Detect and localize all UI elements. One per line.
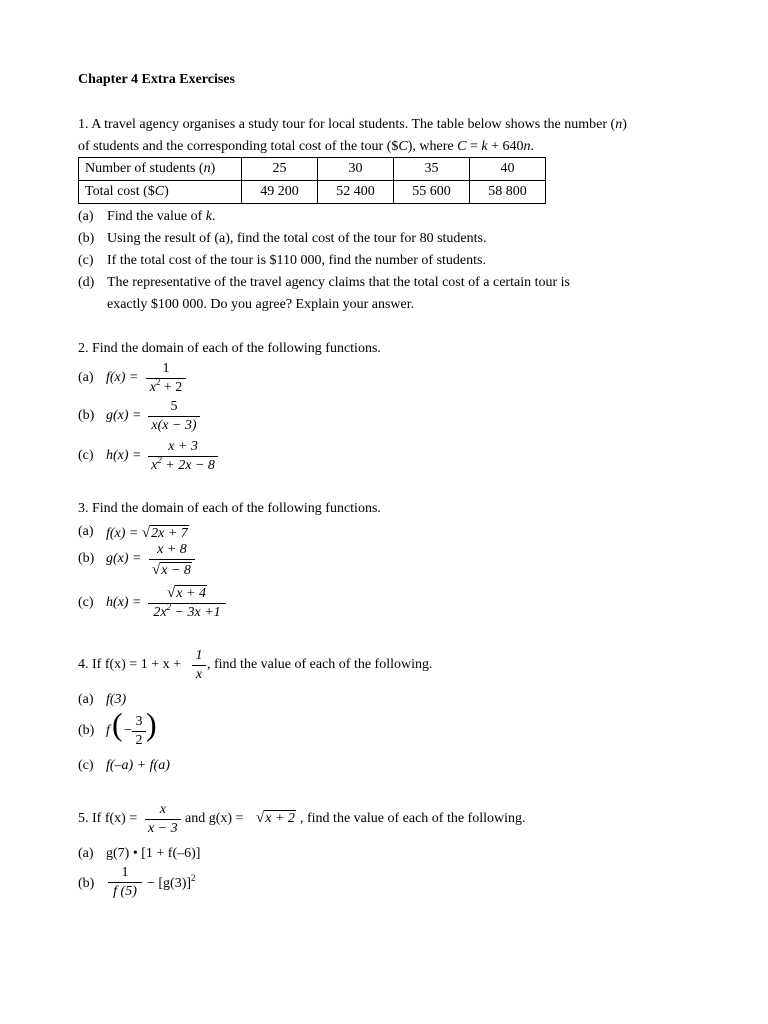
- q1-intro-line1: 1. A travel agency organises a study tour for local students. The table below shows the number (n): [78, 117, 627, 132]
- q3-part-b-label: (b): [78, 551, 95, 566]
- q3-part-b-lhs: g(x) =: [106, 551, 142, 566]
- q4-tail: , find the value of each of the following.: [207, 657, 433, 672]
- q4-part-b-right-paren: ): [146, 706, 157, 742]
- q1-part-b-label: (b): [78, 231, 95, 246]
- q2-part-c-fraction: $\frac{x + 3}{x^2 + 2x - 8}$: [148, 440, 218, 473]
- q2-part-a-lhs: f(x) =: [106, 370, 139, 385]
- q3-intro: 3. Find the domain of each of the following functions.: [78, 501, 381, 516]
- q3-part-c-label: (c): [78, 595, 94, 610]
- q2-part-a-label: (a): [78, 370, 94, 385]
- q3-part-c-fraction: $\frac{√x + 4}{2x^2 - 3x +1}$: [148, 585, 226, 620]
- page-title: Chapter 4 Extra Exercises: [78, 72, 235, 87]
- q2-part-c-label: (c): [78, 448, 94, 463]
- q5-part-a-label: (a): [78, 846, 94, 861]
- table-row-students: [79, 158, 546, 181]
- q1-intro-line2: of students and the corresponding total cost of the tour ($C), where C = k + 640n.: [78, 139, 534, 154]
- q5-part-a-expr: g(7) • [1 + f(–6)]: [106, 846, 201, 861]
- q4-part-a-expr: f(3): [106, 692, 127, 707]
- q4-part-c-expr: f(–a) + f(a): [106, 758, 170, 773]
- table-row-cost: [79, 181, 546, 204]
- q4-part-c-label: (c): [78, 758, 94, 773]
- q3-part-a-expr: f(x) = √2x + 7: [106, 525, 188, 541]
- q1-part-d-label: (d): [78, 275, 95, 290]
- q2-intro: 2. Find the domain of each of the following functions.: [78, 341, 381, 356]
- q3-part-a-label: (a): [78, 524, 94, 539]
- table-cell: 52 400: [318, 181, 394, 204]
- q4-part-a-label: (a): [78, 692, 94, 707]
- q4-lead: 4. If f(x) = 1 + x +: [78, 657, 181, 672]
- q5-tail: , find the value of each of the following.: [300, 811, 526, 826]
- q5-part-b-rest: − $[g(3)]^2$: [147, 873, 196, 891]
- table-cell: 25: [242, 158, 318, 181]
- table-header-cost: Total cost ($C): [79, 181, 242, 204]
- q4-part-b-minus: −: [124, 723, 132, 738]
- q4-part-b-f: f: [106, 723, 110, 738]
- table-cell: 49 200: [242, 181, 318, 204]
- q4-part-b-fraction: $\frac{3}{2}$: [132, 715, 146, 748]
- cost-table: [78, 157, 546, 204]
- q1-part-c-label: (c): [78, 253, 94, 268]
- q2-part-c-lhs: h(x) =: [106, 448, 142, 463]
- q1-part-a-label: (a): [78, 209, 94, 224]
- q1-part-b-text: Using the result of (a), find the total cost of the tour for 80 students.: [107, 231, 487, 246]
- q1-part-c-text: If the total cost of the tour is $110 000, find the number of students.: [107, 253, 486, 268]
- q5-mid: and g(x) =: [185, 811, 244, 826]
- q1-part-d-text2: exactly $100 000. Do you agree? Explain your answer.: [107, 297, 415, 312]
- table-header-students: Number of students (n): [79, 158, 242, 181]
- table-cell: 30: [318, 158, 394, 181]
- q3-part-b-fraction: $\frac{x + 8}{√x - 8}$: [149, 543, 195, 578]
- q5-part-b-label: (b): [78, 876, 95, 891]
- table-cell: 35: [394, 158, 470, 181]
- q4-fraction: $\frac{1}{x}$: [192, 649, 206, 682]
- q2-part-b-label: (b): [78, 408, 95, 423]
- q3-part-c-lhs: h(x) =: [106, 595, 142, 610]
- q2-part-a-fraction: $\frac{1}{x^2 + 2}$: [146, 362, 186, 395]
- q2-part-b-lhs: g(x) =: [106, 408, 142, 423]
- q2-part-b-fraction: $\frac{5}{x(x - 3)}$: [148, 400, 200, 433]
- q5-f-fraction: $\frac{x}{x - 3}$: [145, 803, 181, 836]
- q5-part-b-fraction: $\frac{1}{f (5)}$: [108, 866, 142, 899]
- q5-g-sqrt: √x + 2: [256, 810, 295, 826]
- q4-part-b-left-paren: (: [112, 706, 123, 742]
- q1-part-d-text1: The representative of the travel agency claims that the total cost of a certain tour is: [107, 275, 570, 290]
- q1-part-a-text: Find the value of k.: [107, 209, 216, 224]
- table-cell: 58 800: [470, 181, 546, 204]
- table-cell: 55 600: [394, 181, 470, 204]
- table-cell: 40: [470, 158, 546, 181]
- q5-lead: 5. If f(x) =: [78, 811, 138, 826]
- q4-part-b-label: (b): [78, 723, 95, 738]
